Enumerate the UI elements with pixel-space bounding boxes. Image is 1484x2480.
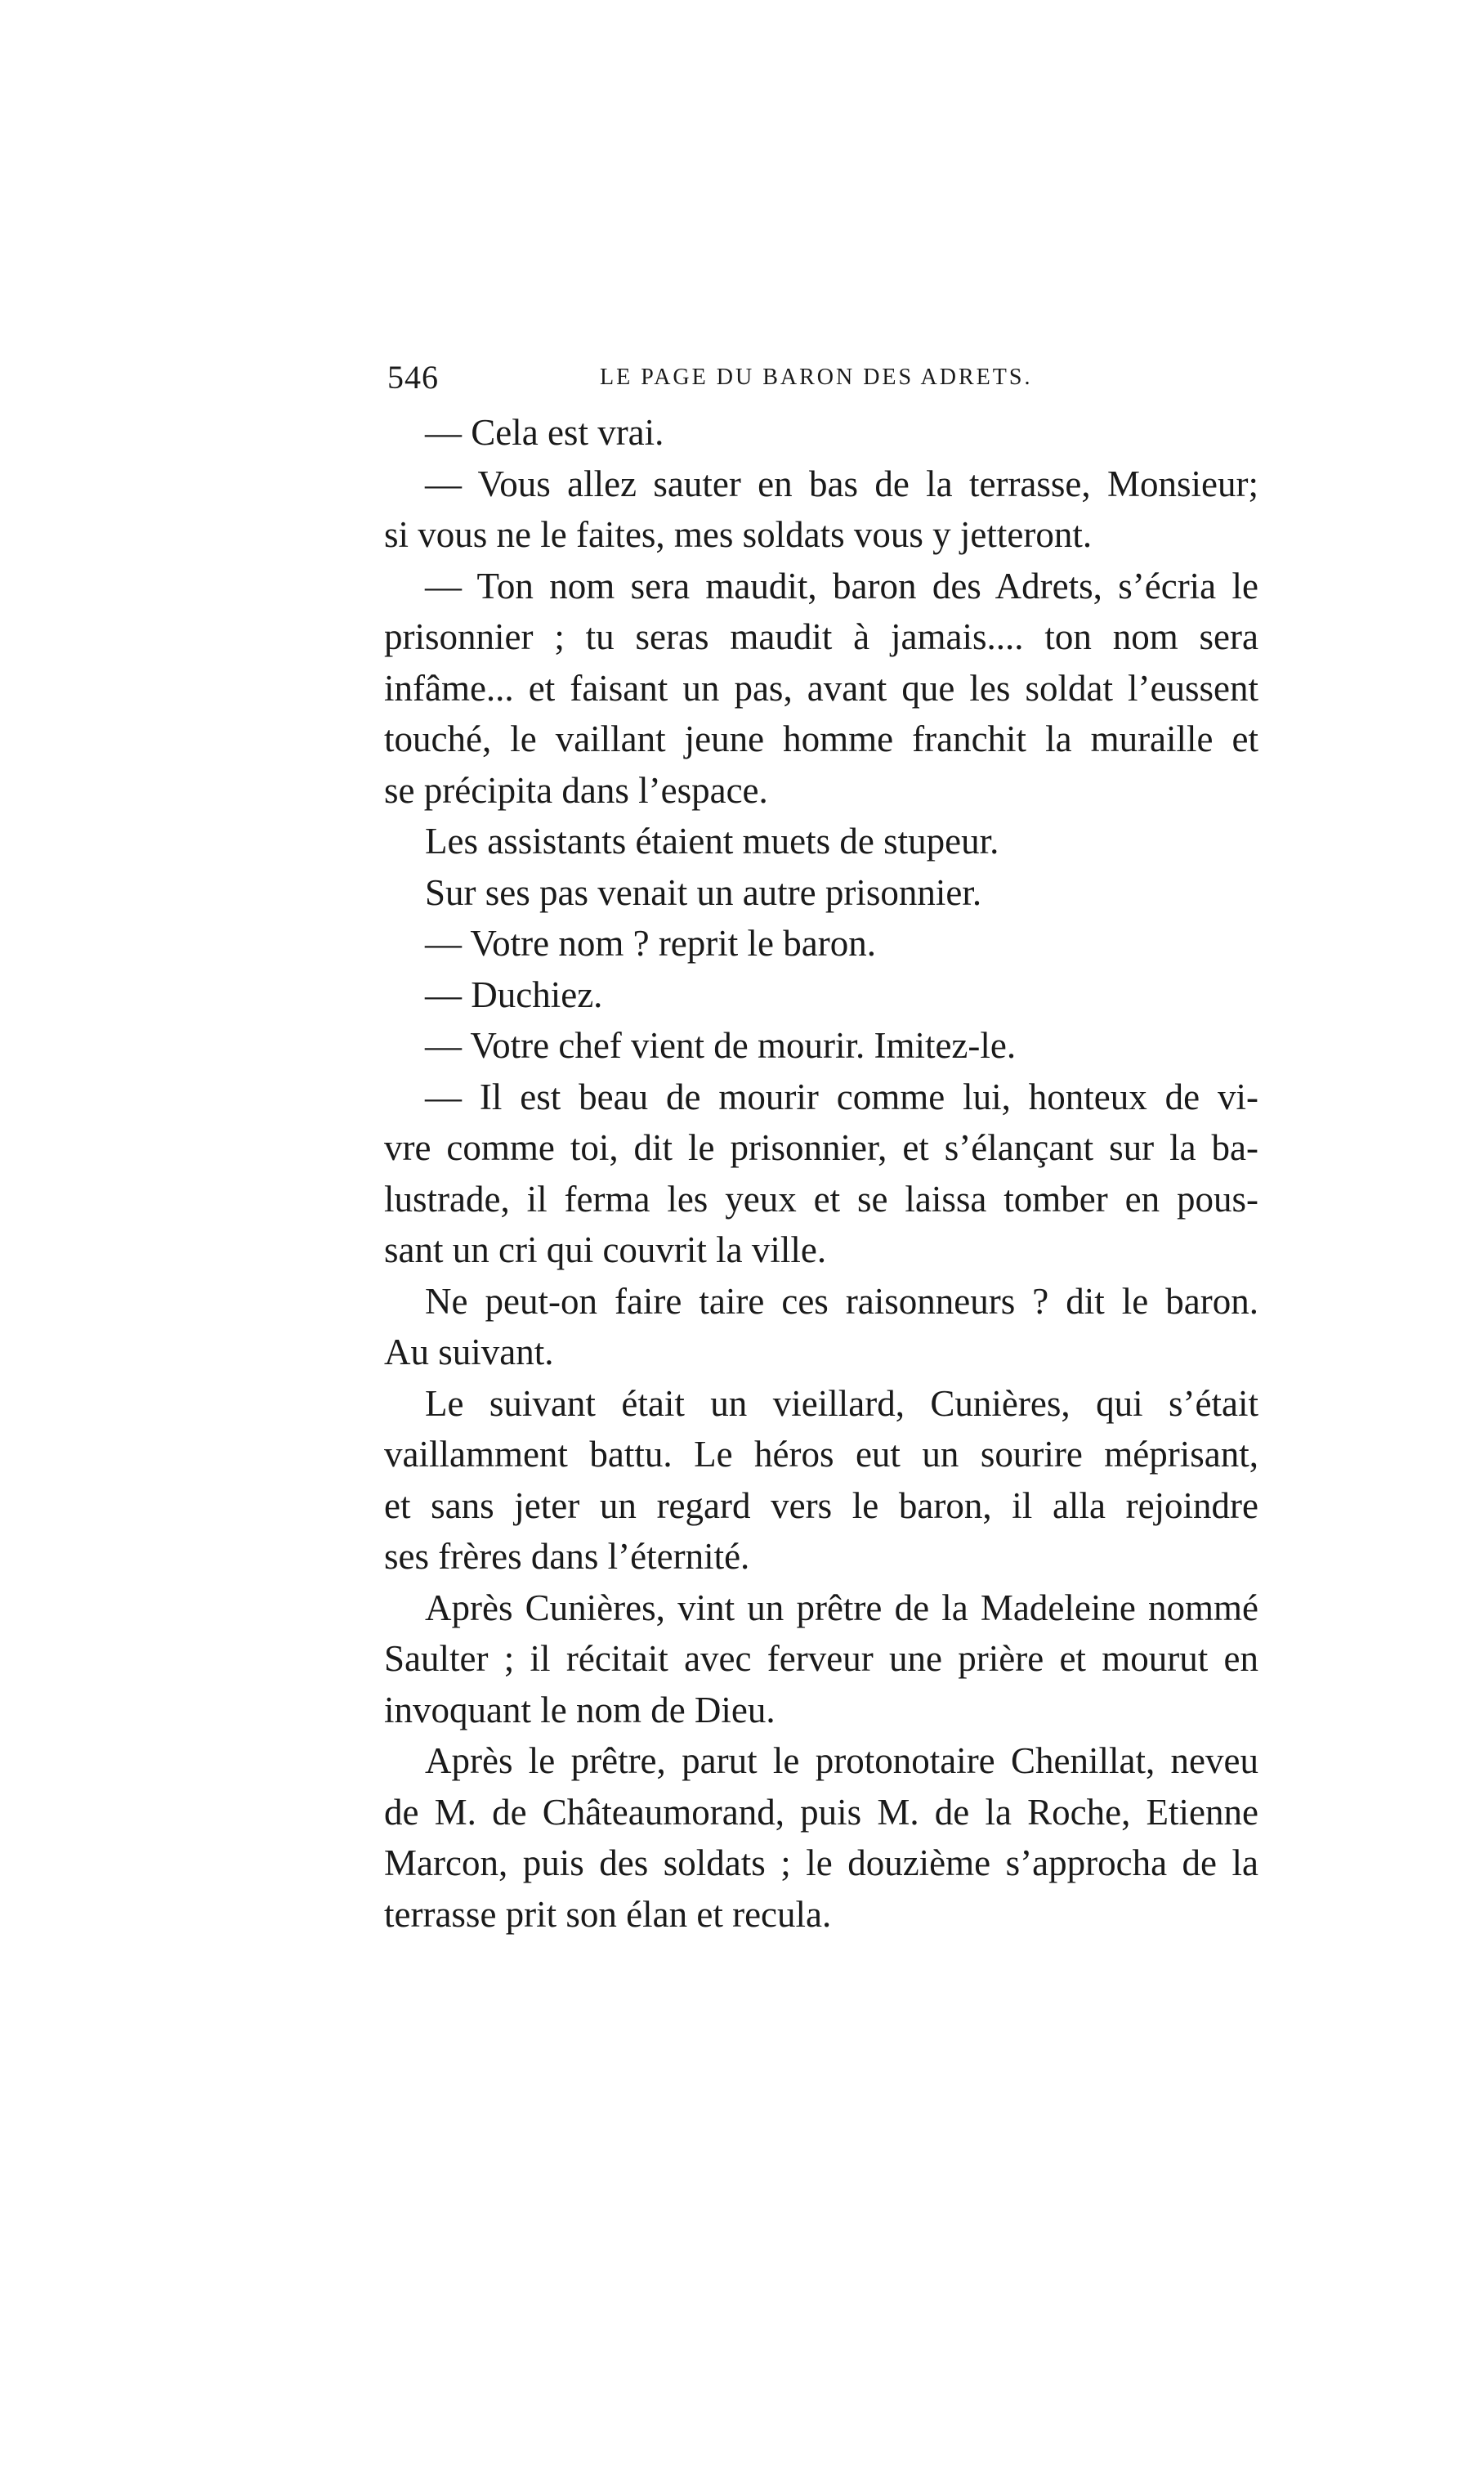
text-line: — Il est beau de mourir comme lui, honteux de vi- [425,1076,1258,1117]
text-line: invoquant le nom de Dieu. [384,1689,776,1730]
text-line: — Votre nom ? reprit le baron. [425,923,876,964]
running-title: LE PAGE DU BARON DES ADRETS. [600,365,1033,390]
text-line: Au suivant. [384,1332,554,1372]
text-line: de M. de Châteaumorand, puis M. de la Roche, Etienne [384,1791,1258,1833]
text-line: se précipita dans l’espace. [384,769,768,811]
body-text [384,407,1258,1940]
text-line: lustrade, il ferma les yeux et se laissa tomber en pous- [384,1178,1258,1220]
text-line: — Ton nom sera maudit, baron des Adrets, s’écria le [425,565,1258,607]
text-line: Le suivant était un vieillard, Cunières, qui s’était [425,1382,1258,1424]
running-head [387,358,1296,407]
text-line: Ne peut-on faire taire ces raisonneurs ? dit le baron. [425,1280,1258,1322]
text-line: si vous ne le faites, mes soldats vous y jetteront. [384,514,1093,555]
text-line: Après le prêtre, parut le protonotaire Chenillat, neveu [425,1740,1258,1781]
text-line: sant un cri qui couvrit la ville. [384,1229,827,1270]
text-line: et sans jeter un regard vers le baron, il alla rejoindre [384,1484,1258,1526]
text-line: — Duchiez. [425,974,603,1015]
text-line: Saulter ; il récitait avec ferveur une prière et mourut en [384,1638,1258,1679]
text-line: Marcon, puis des soldats ; le douzième s’approcha de la [384,1842,1258,1883]
text-line: Après Cunières, vint un prêtre de la Madeleine nommé [425,1587,1258,1628]
text-line: infâme... et faisant un pas, avant que les soldat l’eussent [384,667,1258,709]
text-line: — Vous allez sauter en bas de la terrasse, Monsieur; [425,463,1258,504]
text-line: vaillamment battu. Le héros eut un sourire méprisant, [384,1434,1258,1475]
text-line: Les assistants étaient muets de stupeur. [425,821,999,862]
text-line: — Votre chef vient de mourir. Imitez-le. [425,1025,1017,1066]
text-line: — Cela est vrai. [425,412,664,453]
page-number: 546 [387,359,439,396]
text-line: prisonnier ; tu seras maudit à jamais.... ton nom sera [384,616,1258,657]
text-line: terrasse prit son élan et recula. [384,1893,832,1935]
text-line: vre comme toi, dit le prisonnier, et s’élançant sur la ba- [384,1127,1258,1168]
text-line: touché, le vaillant jeune homme franchit la muraille et [384,718,1258,759]
text-line: Sur ses pas venait un autre prisonnier. [425,871,982,913]
text-line: ses frères dans l’éternité. [384,1536,750,1577]
